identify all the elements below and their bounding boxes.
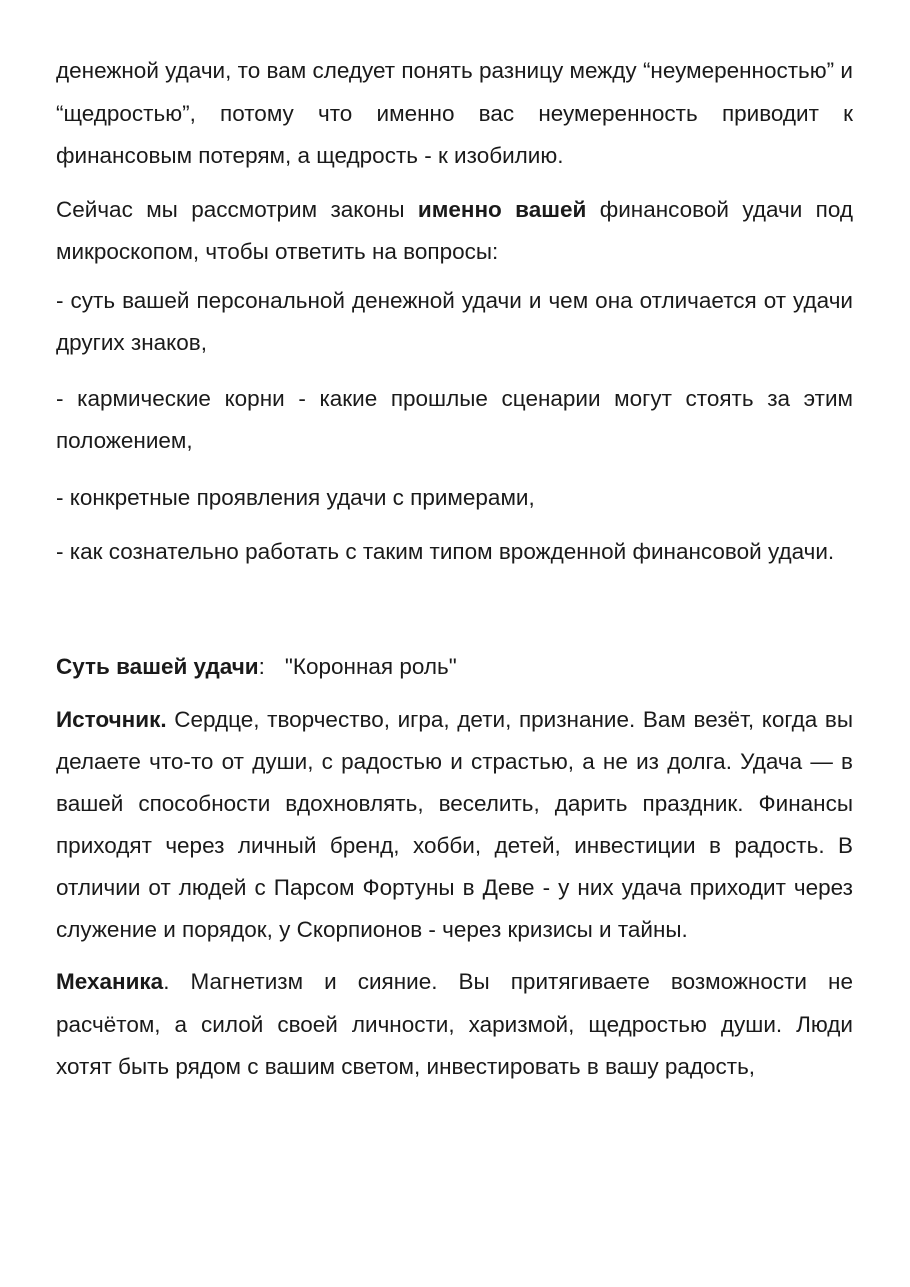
section-heading-colon: : — [258, 653, 265, 679]
section-heading — [56, 646, 853, 689]
list-item-karmic-roots: - кармические корни - какие прошлые сценарии могут стоять за этим положением, — [56, 385, 853, 453]
section-heading-subtitle: "Коронная роль" — [284, 653, 457, 679]
document-page — [56, 50, 853, 1089]
intro-paragraph-2 — [56, 189, 853, 274]
list-item-manifestations: - конкретные проявления удачи с примерами, — [56, 484, 535, 510]
list-item-conscious-work: - как сознательно работать с таким типом врожденной финансовой удачи. — [56, 539, 835, 564]
section-heading-title: Суть вашей удачи — [56, 653, 259, 679]
source-text: Сердце, творчество, игра, дети, признание. Вам везёт, когда вы делаете что-то от души, с радостью и страстью, а не из долга. Удача — в вашей способности вдохновлять, веселить, дарить праздник. Финансы приходят через личный бренд, хобби, детей, инвестиции в радость. В отличии от людей с Парсом Фортуны в Деве - у них удача приходит через служение и порядок, у Скорпионов - через кризисы и тайны. — [56, 707, 853, 942]
source-label: Источник. — [56, 707, 167, 732]
source-paragraph — [56, 699, 853, 951]
mechanics-paragraph — [56, 961, 853, 1089]
list-item-essence: - суть вашей персональной денежной удачи и чем она отличается от удачи других знаков, — [56, 287, 853, 355]
mechanics-label: Механика — [56, 969, 164, 994]
intro-emphasis: именно вашей — [417, 196, 587, 222]
mechanics-text: . Магнетизм и сияние. Вы притягиваете возможности не расчётом, а силой своей личности, харизмой, щедростью души. Люди хотят быть рядом с вашим светом, инвестировать в вашу радость, — [56, 969, 853, 1079]
intro-text-end: финансовой удачи под микроскопом, чтобы ответить на вопросы: — [56, 196, 854, 264]
intro-paragraph: денежной удачи, то вам следует понять разницу между “неумеренностью” и “щедростью”, потому что именно вас неумеренность приводит к финансовым потерям, а щедрость - к изобилию. — [56, 58, 853, 168]
intro-text-start: Сейчас мы рассмотрим законы — [56, 196, 418, 222]
